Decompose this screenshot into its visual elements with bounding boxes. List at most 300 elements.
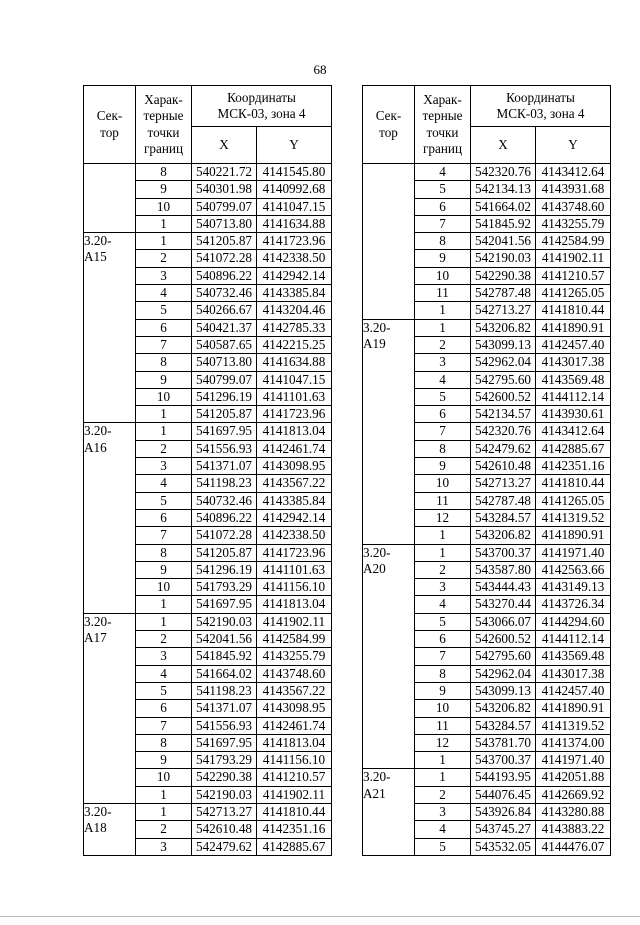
y-coordinate-cell: 4142885.67 (257, 838, 332, 855)
x-coordinate-cell: 543444.43 (471, 579, 536, 596)
coordinates-header-line1: Координаты (506, 89, 575, 105)
point-number-cell: 6 (136, 509, 192, 526)
point-number-cell: 4 (136, 665, 192, 682)
point-number-cell: 5 (136, 682, 192, 699)
point-number-cell: 1 (136, 423, 192, 440)
y-coordinate-cell: 4141723.96 (257, 544, 332, 561)
point-number-cell: 9 (415, 682, 471, 699)
y-coordinate-cell: 4143930.61 (536, 406, 611, 423)
x-coordinate-cell: 541205.87 (192, 406, 257, 423)
x-coordinate-cell: 542713.27 (192, 803, 257, 820)
sector-header (363, 86, 415, 164)
point-number-cell: 11 (415, 285, 471, 302)
x-coordinate-cell: 542320.76 (471, 423, 536, 440)
x-coordinate-cell: 540301.98 (192, 181, 257, 198)
y-coordinate-cell: 4143412.64 (536, 164, 611, 181)
x-coordinate-cell: 542787.48 (471, 492, 536, 509)
x-coordinate-cell: 541205.87 (192, 544, 257, 561)
y-coordinate-cell: 4142461.74 (257, 717, 332, 734)
point-number-cell: 1 (136, 786, 192, 803)
points-header (415, 86, 471, 164)
y-coordinate-cell: 4143569.48 (536, 371, 611, 388)
y-coordinate-cell: 4143255.79 (536, 215, 611, 232)
y-coordinate-cell: 4141319.52 (536, 717, 611, 734)
y-coordinate-cell: 4141156.10 (257, 579, 332, 596)
point-number-cell: 3 (415, 579, 471, 596)
y-coordinate-cell: 4142584.99 (257, 631, 332, 648)
sector-cell (363, 769, 415, 855)
y-header: Y (257, 127, 332, 164)
points-header-line2: терные (422, 108, 463, 124)
table-row (363, 319, 611, 336)
point-number-cell: 1 (136, 613, 192, 630)
x-coordinate-cell: 543781.70 (471, 734, 536, 751)
y-coordinate-cell: 4143931.68 (536, 181, 611, 198)
y-coordinate-cell: 4141813.04 (257, 734, 332, 751)
y-coordinate-cell: 4141210.57 (536, 267, 611, 284)
x-coordinate-cell: 542479.62 (192, 838, 257, 855)
x-coordinate-cell: 541845.92 (192, 648, 257, 665)
sector-cell (363, 544, 415, 769)
x-coordinate-cell: 540266.67 (192, 302, 257, 319)
x-coordinate-cell: 542713.27 (471, 475, 536, 492)
y-coordinate-cell: 4142051.88 (536, 769, 611, 786)
sector-code: 3.20- (84, 233, 112, 249)
y-coordinate-cell: 4142785.33 (257, 319, 332, 336)
x-coordinate-cell: 540732.46 (192, 492, 257, 509)
y-coordinate-cell: 4142942.14 (257, 509, 332, 526)
coordinates-header-line2: МСК-03, зона 4 (217, 106, 306, 121)
y-coordinate-cell: 4141971.40 (536, 752, 611, 769)
x-coordinate-cell: 543270.44 (471, 596, 536, 613)
coordinates-header (471, 86, 611, 127)
x-header: X (192, 127, 257, 164)
table-row (84, 803, 332, 820)
sector-header-line1: Сек- (96, 108, 123, 124)
y-coordinate-cell: 4141810.44 (536, 475, 611, 492)
x-coordinate-cell: 543587.80 (471, 561, 536, 578)
point-number-cell: 8 (415, 233, 471, 250)
x-coordinate-cell: 543532.05 (471, 838, 536, 855)
sector-cell (363, 319, 415, 544)
table-row (84, 233, 332, 250)
y-coordinate-cell: 4141634.88 (257, 354, 332, 371)
table-row (363, 769, 611, 786)
point-number-cell: 4 (415, 596, 471, 613)
point-number-cell: 11 (415, 717, 471, 734)
x-coordinate-cell: 540896.22 (192, 509, 257, 526)
point-number-cell: 3 (415, 803, 471, 820)
y-coordinate-cell: 4141890.91 (536, 700, 611, 717)
y-coordinate-cell: 4143567.22 (257, 682, 332, 699)
y-coordinate-cell: 4142351.16 (257, 821, 332, 838)
table-row (84, 164, 332, 181)
x-coordinate-cell: 540587.65 (192, 336, 257, 353)
point-number-cell: 10 (415, 475, 471, 492)
point-number-cell: 9 (136, 181, 192, 198)
x-coordinate-cell: 542190.03 (471, 250, 536, 267)
y-coordinate-cell: 4143255.79 (257, 648, 332, 665)
point-number-cell: 10 (136, 388, 192, 405)
x-coordinate-cell: 543745.27 (471, 821, 536, 838)
points-header-line4: границ (422, 140, 463, 156)
table-row (84, 613, 332, 630)
y-coordinate-cell: 4142215.25 (257, 336, 332, 353)
x-coordinate-cell: 543206.82 (471, 527, 536, 544)
y-coordinate-cell: 4142351.16 (536, 458, 611, 475)
x-coordinate-cell: 541198.23 (192, 682, 257, 699)
x-coordinate-cell: 542962.04 (471, 354, 536, 371)
footer-divider (0, 916, 640, 917)
point-number-cell: 1 (415, 544, 471, 561)
point-number-cell: 2 (136, 250, 192, 267)
point-number-cell: 9 (136, 561, 192, 578)
point-number-cell: 5 (415, 388, 471, 405)
y-coordinate-cell: 4141156.10 (257, 752, 332, 769)
point-number-cell: 6 (136, 700, 192, 717)
y-coordinate-cell: 4143385.84 (257, 492, 332, 509)
point-number-cell: 7 (415, 423, 471, 440)
point-number-cell: 3 (136, 648, 192, 665)
coordinates-table-right (362, 85, 611, 856)
point-number-cell: 11 (415, 492, 471, 509)
table-row (363, 164, 611, 181)
point-number-cell: 1 (136, 215, 192, 232)
y-coordinate-cell: 4144112.14 (536, 388, 611, 405)
x-coordinate-cell: 541205.87 (192, 233, 257, 250)
y-coordinate-cell: 4143748.60 (536, 198, 611, 215)
coordinates-header (192, 86, 332, 127)
x-coordinate-cell: 541556.93 (192, 440, 257, 457)
x-coordinate-cell: 541371.07 (192, 700, 257, 717)
y-coordinate-cell: 4143412.64 (536, 423, 611, 440)
sector-suffix: А18 (84, 820, 107, 836)
point-number-cell: 1 (415, 302, 471, 319)
point-number-cell: 7 (415, 648, 471, 665)
coordinates-header-line2: МСК-03, зона 4 (496, 106, 585, 121)
x-coordinate-cell: 541697.95 (192, 734, 257, 751)
coordinates-table-left (83, 85, 332, 856)
x-coordinate-cell: 541697.95 (192, 423, 257, 440)
points-header-line1: Харак- (423, 91, 462, 107)
point-number-cell: 1 (136, 596, 192, 613)
y-coordinate-cell: 4141634.88 (257, 215, 332, 232)
x-coordinate-cell: 543206.82 (471, 319, 536, 336)
table-row (363, 544, 611, 561)
y-coordinate-cell: 4141723.96 (257, 406, 332, 423)
y-coordinate-cell: 4143726.34 (536, 596, 611, 613)
x-coordinate-cell: 540799.07 (192, 371, 257, 388)
point-number-cell: 8 (136, 734, 192, 751)
point-number-cell: 4 (415, 821, 471, 838)
y-coordinate-cell: 4141971.40 (536, 544, 611, 561)
y-coordinate-cell: 4143204.46 (257, 302, 332, 319)
x-coordinate-cell: 542479.62 (471, 440, 536, 457)
point-number-cell: 6 (136, 319, 192, 336)
y-coordinate-cell: 4143017.38 (536, 665, 611, 682)
point-number-cell: 10 (136, 579, 192, 596)
point-number-cell: 5 (415, 838, 471, 855)
sector-suffix: А17 (84, 630, 107, 646)
y-coordinate-cell: 4144476.07 (536, 838, 611, 855)
x-coordinate-cell: 541845.92 (471, 215, 536, 232)
x-coordinate-cell: 540221.72 (192, 164, 257, 181)
y-coordinate-cell: 4143098.95 (257, 458, 332, 475)
point-number-cell: 2 (136, 440, 192, 457)
y-coordinate-cell: 4141265.05 (536, 492, 611, 509)
point-number-cell: 9 (136, 752, 192, 769)
sector-cell (363, 164, 415, 320)
y-coordinate-cell: 4141265.05 (536, 285, 611, 302)
page-number: 68 (313, 62, 327, 77)
y-coordinate-cell: 4143149.13 (536, 579, 611, 596)
x-coordinate-cell: 543284.57 (471, 717, 536, 734)
y-coordinate-cell: 4141810.44 (257, 803, 332, 820)
y-coordinate-cell: 4141374.00 (536, 734, 611, 751)
y-coordinate-cell: 4142584.99 (536, 233, 611, 250)
sector-suffix: А19 (363, 335, 386, 351)
sector-cell (84, 803, 136, 855)
x-coordinate-cell: 542190.03 (192, 613, 257, 630)
point-number-cell: 8 (136, 544, 192, 561)
sector-code: 3.20- (84, 613, 112, 629)
sector-suffix: А15 (84, 249, 107, 265)
point-number-cell: 8 (415, 440, 471, 457)
y-coordinate-cell: 4141101.63 (257, 561, 332, 578)
point-number-cell: 9 (415, 458, 471, 475)
x-coordinate-cell: 542290.38 (471, 267, 536, 284)
y-header: Y (536, 127, 611, 164)
y-coordinate-cell: 4144294.60 (536, 613, 611, 630)
point-number-cell: 1 (136, 406, 192, 423)
point-number-cell: 9 (136, 371, 192, 388)
sector-code: 3.20- (84, 803, 112, 819)
point-number-cell: 7 (136, 527, 192, 544)
point-number-cell: 1 (136, 233, 192, 250)
point-number-cell: 8 (415, 665, 471, 682)
y-coordinate-cell: 4141902.11 (536, 250, 611, 267)
x-coordinate-cell: 541664.02 (192, 665, 257, 682)
y-coordinate-cell: 4141810.44 (536, 302, 611, 319)
point-number-cell: 6 (415, 198, 471, 215)
y-coordinate-cell: 4142563.66 (536, 561, 611, 578)
sector-cell (84, 423, 136, 613)
y-coordinate-cell: 4142669.92 (536, 786, 611, 803)
sector-code: 3.20- (363, 319, 391, 335)
y-coordinate-cell: 4141902.11 (257, 786, 332, 803)
sector-suffix: А16 (84, 439, 107, 455)
x-coordinate-cell: 540896.22 (192, 267, 257, 284)
x-coordinate-cell: 542610.48 (471, 458, 536, 475)
x-coordinate-cell: 541664.02 (471, 198, 536, 215)
point-number-cell: 4 (136, 285, 192, 302)
x-coordinate-cell: 540732.46 (192, 285, 257, 302)
sector-cell (84, 233, 136, 423)
table-row (84, 423, 332, 440)
point-number-cell: 6 (415, 631, 471, 648)
sector-header-line1: Сек- (375, 108, 402, 124)
point-number-cell: 7 (136, 336, 192, 353)
y-coordinate-cell: 4144112.14 (536, 631, 611, 648)
y-coordinate-cell: 4141813.04 (257, 596, 332, 613)
y-coordinate-cell: 4141047.15 (257, 198, 332, 215)
x-coordinate-cell: 541556.93 (192, 717, 257, 734)
sector-code: 3.20- (84, 423, 112, 439)
y-coordinate-cell: 4142942.14 (257, 267, 332, 284)
point-number-cell: 1 (136, 803, 192, 820)
point-number-cell: 2 (415, 336, 471, 353)
y-coordinate-cell: 4141545.80 (257, 164, 332, 181)
point-number-cell: 12 (415, 734, 471, 751)
y-coordinate-cell: 4141890.91 (536, 319, 611, 336)
point-number-cell: 1 (415, 769, 471, 786)
point-number-cell: 8 (136, 354, 192, 371)
y-coordinate-cell: 4143280.88 (536, 803, 611, 820)
point-number-cell: 10 (136, 769, 192, 786)
x-header: X (471, 127, 536, 164)
point-number-cell: 2 (415, 786, 471, 803)
x-coordinate-cell: 542962.04 (471, 665, 536, 682)
y-coordinate-cell: 4143748.60 (257, 665, 332, 682)
x-coordinate-cell: 541793.29 (192, 579, 257, 596)
point-number-cell: 5 (136, 302, 192, 319)
point-number-cell: 10 (136, 198, 192, 215)
point-number-cell: 3 (136, 838, 192, 855)
x-coordinate-cell: 543099.13 (471, 336, 536, 353)
x-coordinate-cell: 542320.76 (471, 164, 536, 181)
sector-cell (84, 164, 136, 233)
point-number-cell: 1 (415, 527, 471, 544)
point-number-cell: 8 (136, 164, 192, 181)
point-number-cell: 10 (415, 267, 471, 284)
sector-cell (84, 613, 136, 803)
points-header (136, 86, 192, 164)
y-coordinate-cell: 4141723.96 (257, 233, 332, 250)
point-number-cell: 7 (415, 215, 471, 232)
point-number-cell: 2 (136, 631, 192, 648)
x-coordinate-cell: 543700.37 (471, 544, 536, 561)
x-coordinate-cell: 542134.13 (471, 181, 536, 198)
x-coordinate-cell: 540713.80 (192, 215, 257, 232)
x-coordinate-cell: 542795.60 (471, 371, 536, 388)
y-coordinate-cell: 4142338.50 (257, 527, 332, 544)
y-coordinate-cell: 4142457.40 (536, 682, 611, 699)
point-number-cell: 9 (415, 250, 471, 267)
x-coordinate-cell: 543099.13 (471, 682, 536, 699)
x-coordinate-cell: 542041.56 (471, 233, 536, 250)
y-coordinate-cell: 4143569.48 (536, 648, 611, 665)
points-header-line3: точки (147, 124, 180, 140)
point-number-cell: 3 (415, 354, 471, 371)
points-header-line4: границ (143, 140, 184, 156)
x-coordinate-cell: 542713.27 (471, 302, 536, 319)
sector-code: 3.20- (363, 769, 391, 785)
y-coordinate-cell: 4142338.50 (257, 250, 332, 267)
x-coordinate-cell: 541697.95 (192, 596, 257, 613)
point-number-cell: 10 (415, 700, 471, 717)
x-coordinate-cell: 542600.52 (471, 388, 536, 405)
point-number-cell: 12 (415, 509, 471, 526)
point-number-cell: 4 (415, 164, 471, 181)
y-coordinate-cell: 4143098.95 (257, 700, 332, 717)
y-coordinate-cell: 4141210.57 (257, 769, 332, 786)
point-number-cell: 7 (136, 717, 192, 734)
x-coordinate-cell: 542787.48 (471, 285, 536, 302)
y-coordinate-cell: 4143883.22 (536, 821, 611, 838)
sector-code: 3.20- (363, 544, 391, 560)
point-number-cell: 1 (415, 752, 471, 769)
y-coordinate-cell: 4142457.40 (536, 336, 611, 353)
x-coordinate-cell: 543284.57 (471, 509, 536, 526)
sector-header (84, 86, 136, 164)
y-coordinate-cell: 4141813.04 (257, 423, 332, 440)
x-coordinate-cell: 543700.37 (471, 752, 536, 769)
point-number-cell: 2 (136, 821, 192, 838)
y-coordinate-cell: 4142461.74 (257, 440, 332, 457)
y-coordinate-cell: 4143017.38 (536, 354, 611, 371)
y-coordinate-cell: 4143385.84 (257, 285, 332, 302)
x-coordinate-cell: 541296.19 (192, 388, 257, 405)
sector-suffix: А21 (363, 785, 386, 801)
point-number-cell: 2 (415, 561, 471, 578)
x-coordinate-cell: 543066.07 (471, 613, 536, 630)
point-number-cell: 3 (136, 458, 192, 475)
x-coordinate-cell: 541072.28 (192, 250, 257, 267)
x-coordinate-cell: 543926.84 (471, 803, 536, 820)
x-coordinate-cell: 542795.60 (471, 648, 536, 665)
x-coordinate-cell: 543206.82 (471, 700, 536, 717)
y-coordinate-cell: 4140992.68 (257, 181, 332, 198)
x-coordinate-cell: 542290.38 (192, 769, 257, 786)
points-header-line3: точки (426, 124, 459, 140)
coordinates-header-line1: Координаты (227, 89, 296, 105)
y-coordinate-cell: 4142885.67 (536, 440, 611, 457)
x-coordinate-cell: 541296.19 (192, 561, 257, 578)
point-number-cell: 6 (415, 406, 471, 423)
points-header-line2: терные (143, 108, 184, 124)
x-coordinate-cell: 544076.45 (471, 786, 536, 803)
x-coordinate-cell: 540421.37 (192, 319, 257, 336)
point-number-cell: 5 (415, 181, 471, 198)
sector-header-line2: тор (100, 124, 119, 140)
x-coordinate-cell: 542134.57 (471, 406, 536, 423)
x-coordinate-cell: 544193.95 (471, 769, 536, 786)
x-coordinate-cell: 542600.52 (471, 631, 536, 648)
x-coordinate-cell: 541371.07 (192, 458, 257, 475)
x-coordinate-cell: 541198.23 (192, 475, 257, 492)
point-number-cell: 4 (415, 371, 471, 388)
x-coordinate-cell: 540799.07 (192, 198, 257, 215)
y-coordinate-cell: 4141047.15 (257, 371, 332, 388)
point-number-cell: 3 (136, 267, 192, 284)
x-coordinate-cell: 542190.03 (192, 786, 257, 803)
points-header-line1: Харак- (144, 91, 183, 107)
point-number-cell: 5 (415, 613, 471, 630)
y-coordinate-cell: 4141319.52 (536, 509, 611, 526)
sector-header-line2: тор (379, 124, 398, 140)
y-coordinate-cell: 4143567.22 (257, 475, 332, 492)
x-coordinate-cell: 542610.48 (192, 821, 257, 838)
x-coordinate-cell: 541793.29 (192, 752, 257, 769)
x-coordinate-cell: 542041.56 (192, 631, 257, 648)
y-coordinate-cell: 4141902.11 (257, 613, 332, 630)
y-coordinate-cell: 4141890.91 (536, 527, 611, 544)
point-number-cell: 5 (136, 492, 192, 509)
y-coordinate-cell: 4141101.63 (257, 388, 332, 405)
point-number-cell: 1 (415, 319, 471, 336)
point-number-cell: 4 (136, 475, 192, 492)
x-coordinate-cell: 541072.28 (192, 527, 257, 544)
